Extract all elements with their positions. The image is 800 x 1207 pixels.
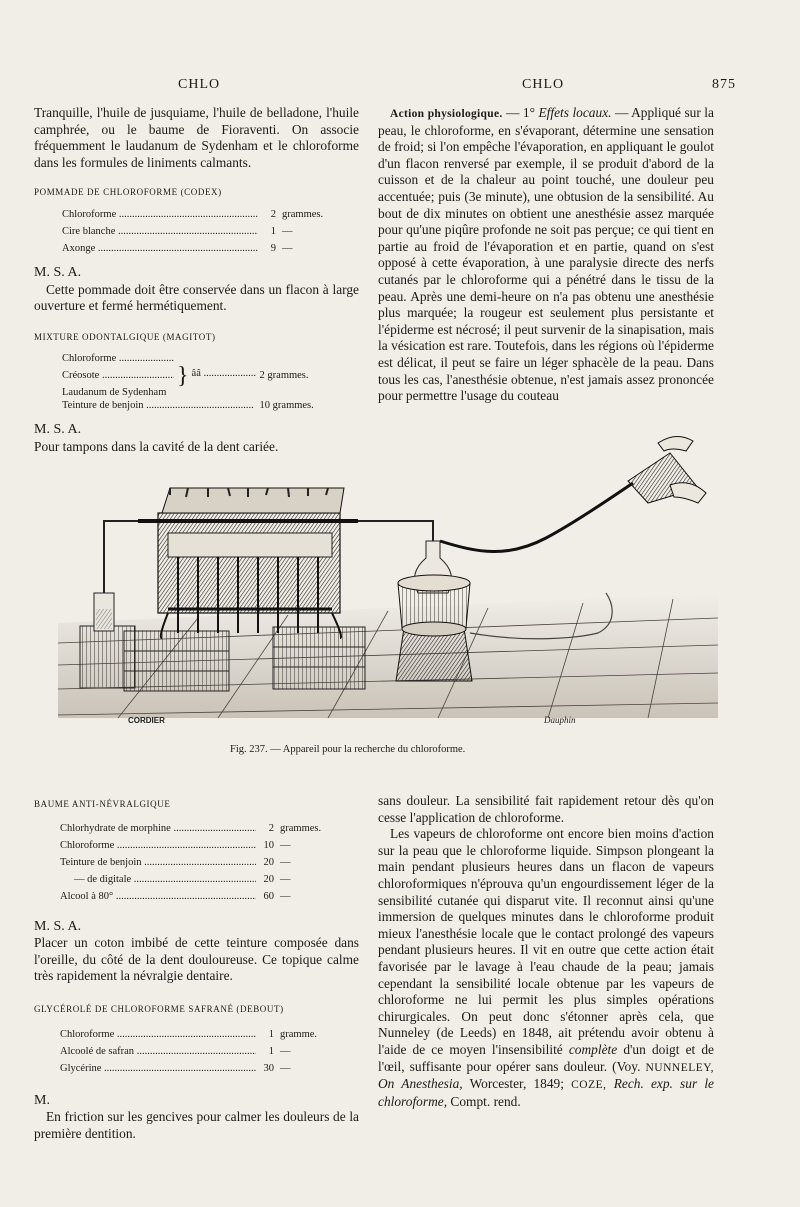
ingredient-qty: 30	[263, 1062, 274, 1074]
subheading: Effets locaux.	[538, 105, 612, 120]
formula-title: GLYCÉROLÉ DE CHLOROFORME SAFRANÉ (DEBOUT)	[34, 1003, 284, 1014]
ingredient-unit: —	[280, 890, 291, 902]
ingredient-name: Axonge .....	[62, 242, 258, 255]
ingredient-name: Alcool à 80° .....	[60, 890, 256, 903]
ingredient-name: Teinture de benjoin .....	[62, 399, 254, 412]
ingredient-name: Chloroforme .....	[60, 839, 256, 852]
formula-table	[62, 352, 314, 416]
paragraph: sans douleur. La sensibilité fait rapidement retour dès qu'on cesse l'application de chloroforme.	[378, 793, 714, 825]
ingredient-qty: 60	[263, 890, 274, 902]
formula-row	[60, 822, 321, 839]
ingredient-qty: 20	[263, 856, 274, 868]
msa-label: M. S. A.	[34, 264, 82, 280]
formula-row	[62, 352, 314, 369]
ingredient-qty: 10 grammes.	[259, 400, 314, 412]
italic-word: complète	[568, 1041, 618, 1057]
formula-row	[62, 242, 323, 259]
engraver-signature-left: CORDIER	[128, 716, 165, 725]
ingredient-name: Chloroforme .....	[60, 1028, 256, 1041]
formula-row	[60, 839, 321, 856]
ingredient-name: Glycérine .....	[60, 1062, 256, 1075]
ingredient-qty: 1	[270, 225, 276, 237]
paragraph-text: Worcester, 1849;	[462, 1076, 572, 1092]
paragraph-text: — Appliqué sur la peau, le chloroforme, en s'évaporant, détermine une sensation de froid; si l'on empêche l'évaporation, en appliquant le goulot d'un flacon renversé par exemple, il se produit d'abord de la cuisson et de la chaleur au point touché, une douleur peu accentuée; puis (3e minute), une obtusion de la sensibilité. Au bout de dix minutes on obtient une anesthésie assez marquée pour qu'une piqûre profonde ne soit pas perçue; ce qui tient en partie au froid de l'évaporation et en partie, quand on s'est opposé à cette évaporation, à une paralysie directe des nerfs cutanés par le chloroforme qui a pénétré dans le tissu de la peau. Après une demi-heure on n'a pas obtenu une anesthésie plus marquée; la rougeur est seulement plus persistante et l'épiderme est nécrosé; il peut survenir de la sinapisation, mais la vésication est rare. Toutefois, dans les régions où l'épiderme est délicat, il peut se faire un léger sphacèle de la peau. Dans tous les cas, l'anesthésie obtenue, n'est jamais assez prononcée pour permettre l'usage du couteau	[378, 105, 714, 404]
formula-title: POMMADE DE CHLOROFORME (CODEX)	[34, 187, 222, 198]
ingredient-name: Créosote .....	[62, 369, 174, 382]
figure-caption: Fig. 237. — Appareil pour la recherche du chloroforme.	[230, 744, 466, 755]
ingredient-unit: grammes.	[282, 208, 324, 220]
ingredient-qty: 9	[270, 242, 276, 254]
ingredient-unit: —	[280, 873, 291, 885]
ingredient-unit: —	[282, 225, 293, 237]
formula-row	[62, 208, 323, 225]
ingredient-qty: 1	[268, 1045, 274, 1057]
ingredient-qty: 2	[268, 822, 274, 834]
work-title: Rech. exp. sur le chloroforme,	[378, 1076, 714, 1109]
ingredient-name: Chloroforme .....	[62, 352, 174, 365]
ingredient-unit: —	[280, 1045, 291, 1057]
formula-row	[60, 890, 321, 907]
running-head-center: CHLO	[522, 77, 565, 92]
engraver-signature-right: Dauphin	[544, 715, 576, 725]
ingredient-name: — de digitale .....	[60, 873, 256, 886]
right-column-bottom	[378, 793, 714, 1110]
work-title: On Anesthesia,	[378, 1076, 463, 1092]
bellows-with-hand	[628, 436, 706, 503]
formula-title: BAUME ANTI-NÉVRALGIQUE	[34, 799, 171, 809]
ingredient-name: Cire blanche .....	[62, 225, 258, 238]
paragraph: Pour tampons dans la cavité de la dent cariée.	[34, 438, 279, 454]
paragraph: Tranquille, l'huile de jusquiame, l'huile de belladone, l'huile camphrée, ou le baume de Fioraventi. On associe fréquemment le laudanum de Sydenham et le chloroforme dans les formules de liniments calmants.	[34, 105, 359, 170]
ingredient-unit: —	[280, 1062, 291, 1074]
paragraph: Cette pommade doit être conservée dans un flacon à large ouverture et fermé hermétiquement.	[34, 281, 359, 314]
ingredient-name: Chlorhydrate de morphine .....	[60, 822, 256, 835]
ingredient-qty: 1	[268, 1028, 274, 1040]
formula-row	[60, 1028, 317, 1045]
msa-label: M. S. A.	[34, 918, 82, 934]
ingredient-name: Teinture de benjoin .....	[60, 856, 256, 869]
ingredient-unit: —	[282, 242, 293, 254]
formula-row	[62, 225, 323, 242]
ingredient-qty: 20	[263, 873, 274, 885]
msa-label: M.	[34, 1092, 50, 1108]
page-number: 875	[712, 77, 736, 92]
running-head-left: CHLO	[178, 77, 221, 92]
paragraph: En friction sur les gencives pour calmer les douleurs de la première dentition.	[34, 1109, 359, 1141]
paragraph-text: d'un doigt et de l'œil, suffisante pour opérer sans douleur. (Voy.	[378, 1041, 715, 1074]
ingredient-unit: gramme.	[280, 1028, 318, 1040]
left-column-bottom	[34, 796, 359, 1142]
ingredient-name: Alcoolé de safran .....	[60, 1045, 256, 1058]
ingredient-unit: —	[280, 839, 291, 851]
right-column-top	[378, 105, 714, 405]
flask-and-bath	[396, 541, 472, 681]
section-heading: Action physiologique.	[390, 108, 503, 120]
paragraph-text: Compt. rend.	[447, 1093, 521, 1109]
shared-dose: ââ .....	[192, 367, 256, 380]
ingredient-unit: grammes.	[280, 822, 322, 834]
left-column-top	[34, 105, 359, 456]
formula-table	[60, 822, 321, 907]
ingredient-qty: 10	[263, 839, 274, 851]
formula-row	[60, 1062, 317, 1079]
formula-row	[60, 1045, 317, 1062]
formula-title: MIXTURE ODONTALGIQUE (MAGITOT)	[34, 331, 216, 342]
formula-row	[62, 399, 314, 416]
apparatus-engraving	[58, 433, 718, 725]
author-name: NUNNELEY,	[645, 1061, 714, 1074]
shared-qty: 2 grammes.	[259, 370, 309, 382]
brace: }	[177, 362, 189, 389]
formula-row	[60, 873, 321, 890]
formula-row	[60, 856, 321, 873]
ingredient-name: Laudanum de Sydenham	[62, 387, 167, 399]
formula-table	[62, 208, 323, 259]
paragraph: Placer un coton imbibé de cette teinture composée dans l'oreille, du côté de la dent douloureuse. Ce topique calme très rapidement la névralgie dentaire.	[34, 935, 359, 984]
ingredient-qty: 2	[270, 208, 276, 220]
ingredient-name: Chloroforme .....	[62, 208, 258, 221]
heading-dash: — 1°	[502, 105, 539, 120]
author-name: COZE,	[571, 1079, 607, 1092]
msa-label: M. S. A.	[34, 422, 82, 438]
paragraph-text: Les vapeurs de chloroforme ont encore bien moins d'action sur la peau que le chloroforme liquide. Simpson plongeant la main pendant plusieurs heures dans un flacon de vapeurs chloroformiques n'éprouva qu'un engourdissement léger de la sensibilité cutanée qui disparut vite. Il reconnut ainsi qu'une immersion de quelques minutes dans le chloroforme produit mieux l'anesthésie locale que le contact prolongé des vapeurs pendant plusieurs heures. Il vit en outre que cette action était favorisée par le lavage à l'eau chaude de la peau; jamais cependant la sensibilité locale obtenue par les vapeurs de chloroforme ne lui permit les plus simples opérations chirurgicales. On peut donc s'étonner après cela, que Nunneley (de Leeds) en 1848, ait prétendu avoir obtenu à l'aide de ce moyen l'insensibilité	[378, 826, 714, 1057]
ingredient-unit: —	[280, 856, 291, 868]
formula-table	[60, 1028, 317, 1079]
